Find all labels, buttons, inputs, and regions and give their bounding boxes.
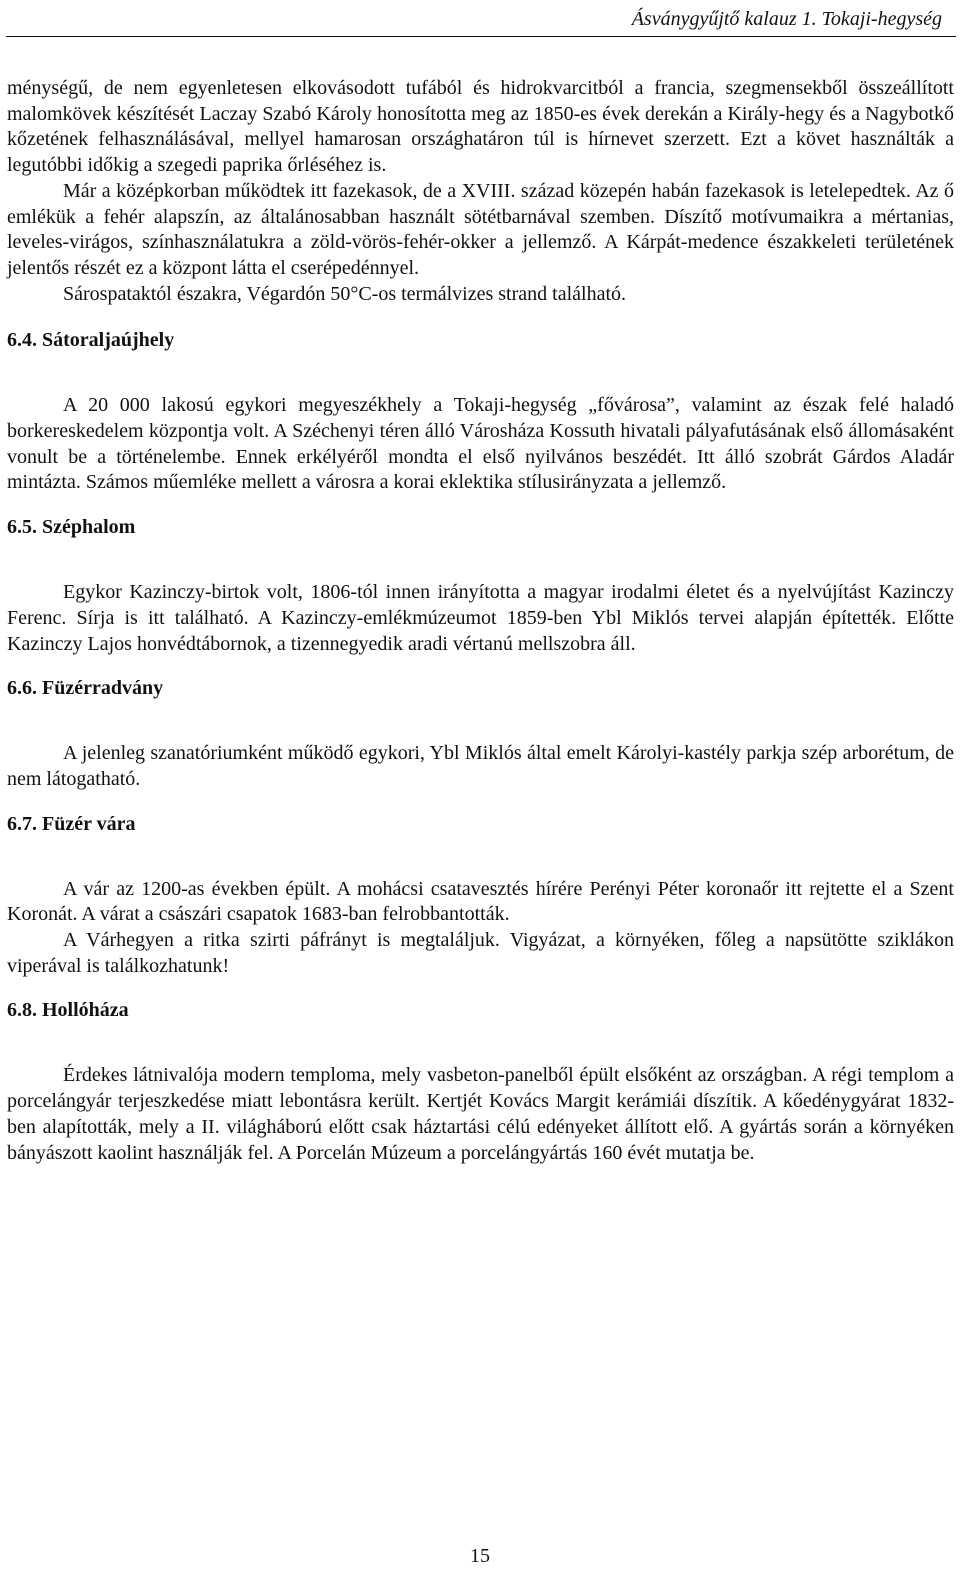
body-paragraph: Már a középkorban működtek itt fazekasok, de a XVIII. század közepén habán fazekasok is letelepedtek. Az ő emlékük a fehér alapszín, az általánosabban használt sötétbarnával szemben. Díszítő motívumaikra a mértanias, leveles-virágos, színhasználatukra a zöld-vörös-fehér-okker a jellemző. A Kárpát-medence északkeleti területének jelentős részét ez a központ látta el cserépedénnyel. bbox=[7, 179, 954, 279]
header-rule bbox=[6, 36, 956, 37]
section-paragraph: A jelenleg szanatóriumként működő egykori, Ybl Miklós által emelt Károlyi-kastély parkja szép arborétum, de nem látogatható. bbox=[7, 742, 954, 790]
section-paragraph: A 20 000 lakosú egykori megyeszékhely a Tokaji-hegység „fővárosa”, valamint az észak felé haladó borkereskedelem központja volt. A Széchenyi téren álló Városháza Kossuth hivatali pályafutásának első állomásaként vonult be a történelembe. Ennek erkélyéről mondta el első nyilvános beszédét. Itt álló szobrát Gárdos Aladár mintázta. Számos műemléke mellett a városra a korai eklektika stílusirányzata a jellemző. bbox=[7, 394, 954, 494]
section-paragraph: A vár az 1200-as években épült. A mohácsi csatavesztés hírére Perényi Péter koronaőr itt rejtette el a Szent Koronát. A várat a császári csapatok 1683-ban felrobbantották. bbox=[7, 877, 954, 926]
section-paragraph: Érdekes látnivalója modern temploma, mely vasbeton-panelből épült elsőként az országban. A régi templom a porcelángyár terjeszkedése miatt lebontásra került. Kertjét Kovács Margit kerámiái díszítik. A kőedénygyárat 1832-ben alapították, mely a II. világháború előtt csak háztartási célú edényeket állított elő. A gyártás során a környéken bányászott kaolint használják fel. A Porcelán Múzeum a porcelángyártás 160 évét mutatja be. bbox=[7, 1064, 954, 1164]
section-paragraph: A Várhegyen a ritka szirti páfrányt is megtaláljuk. Vigyázat, a környéken, főleg a napsütötte sziklákon viperával is találkozhatunk! bbox=[7, 929, 954, 977]
section-heading: 6.7. Füzér vára bbox=[7, 812, 136, 835]
body-paragraph: ménységű, de nem egyenletesen elkovásodott tufából és hidrokvarcitból a francia, szegmensekből összeállított malomkövek készítését Laczay Szabó Károly honosította meg az 1850-es évek derekán a Király-hegy és a Nagybotkő kőzetének felhasználásával, mellyel hamarosan országhatáron túl is hírnevet szerzett. Ezt a követ használták a legutóbbi időkig a szegedi paprika őrléséhez is. bbox=[7, 77, 954, 177]
page-body bbox=[7, 76, 954, 1166]
section-heading: 6.6. Füzérradvány bbox=[7, 677, 164, 700]
section-heading: 6.8. Hollóháza bbox=[7, 999, 129, 1022]
section-heading: 6.5. Széphalom bbox=[7, 516, 136, 539]
body-paragraph: Sárospataktól északra, Végardón 50°C-os termálvizes strand található. bbox=[63, 282, 627, 305]
page-number: 15 bbox=[470, 1545, 490, 1567]
running-header: Ásványgyűjtő kalauz 1. Tokaji-hegység bbox=[631, 8, 942, 30]
section-paragraph: Egykor Kazinczy-birtok volt, 1806-tól innen irányította a magyar irodalmi életet és a nyelvújítást Kazinczy Ferenc. Sírja is itt található. A Kazinczy-emlékmúzeumot 1859-ben Ybl Miklós tervei alapján építették. Előtte Kazinczy Lajos honvédtábornok, a tizennegyedik aradi vértanú mellszobra áll. bbox=[7, 581, 954, 655]
section-heading: 6.4. Sátoraljaújhely bbox=[7, 329, 175, 352]
